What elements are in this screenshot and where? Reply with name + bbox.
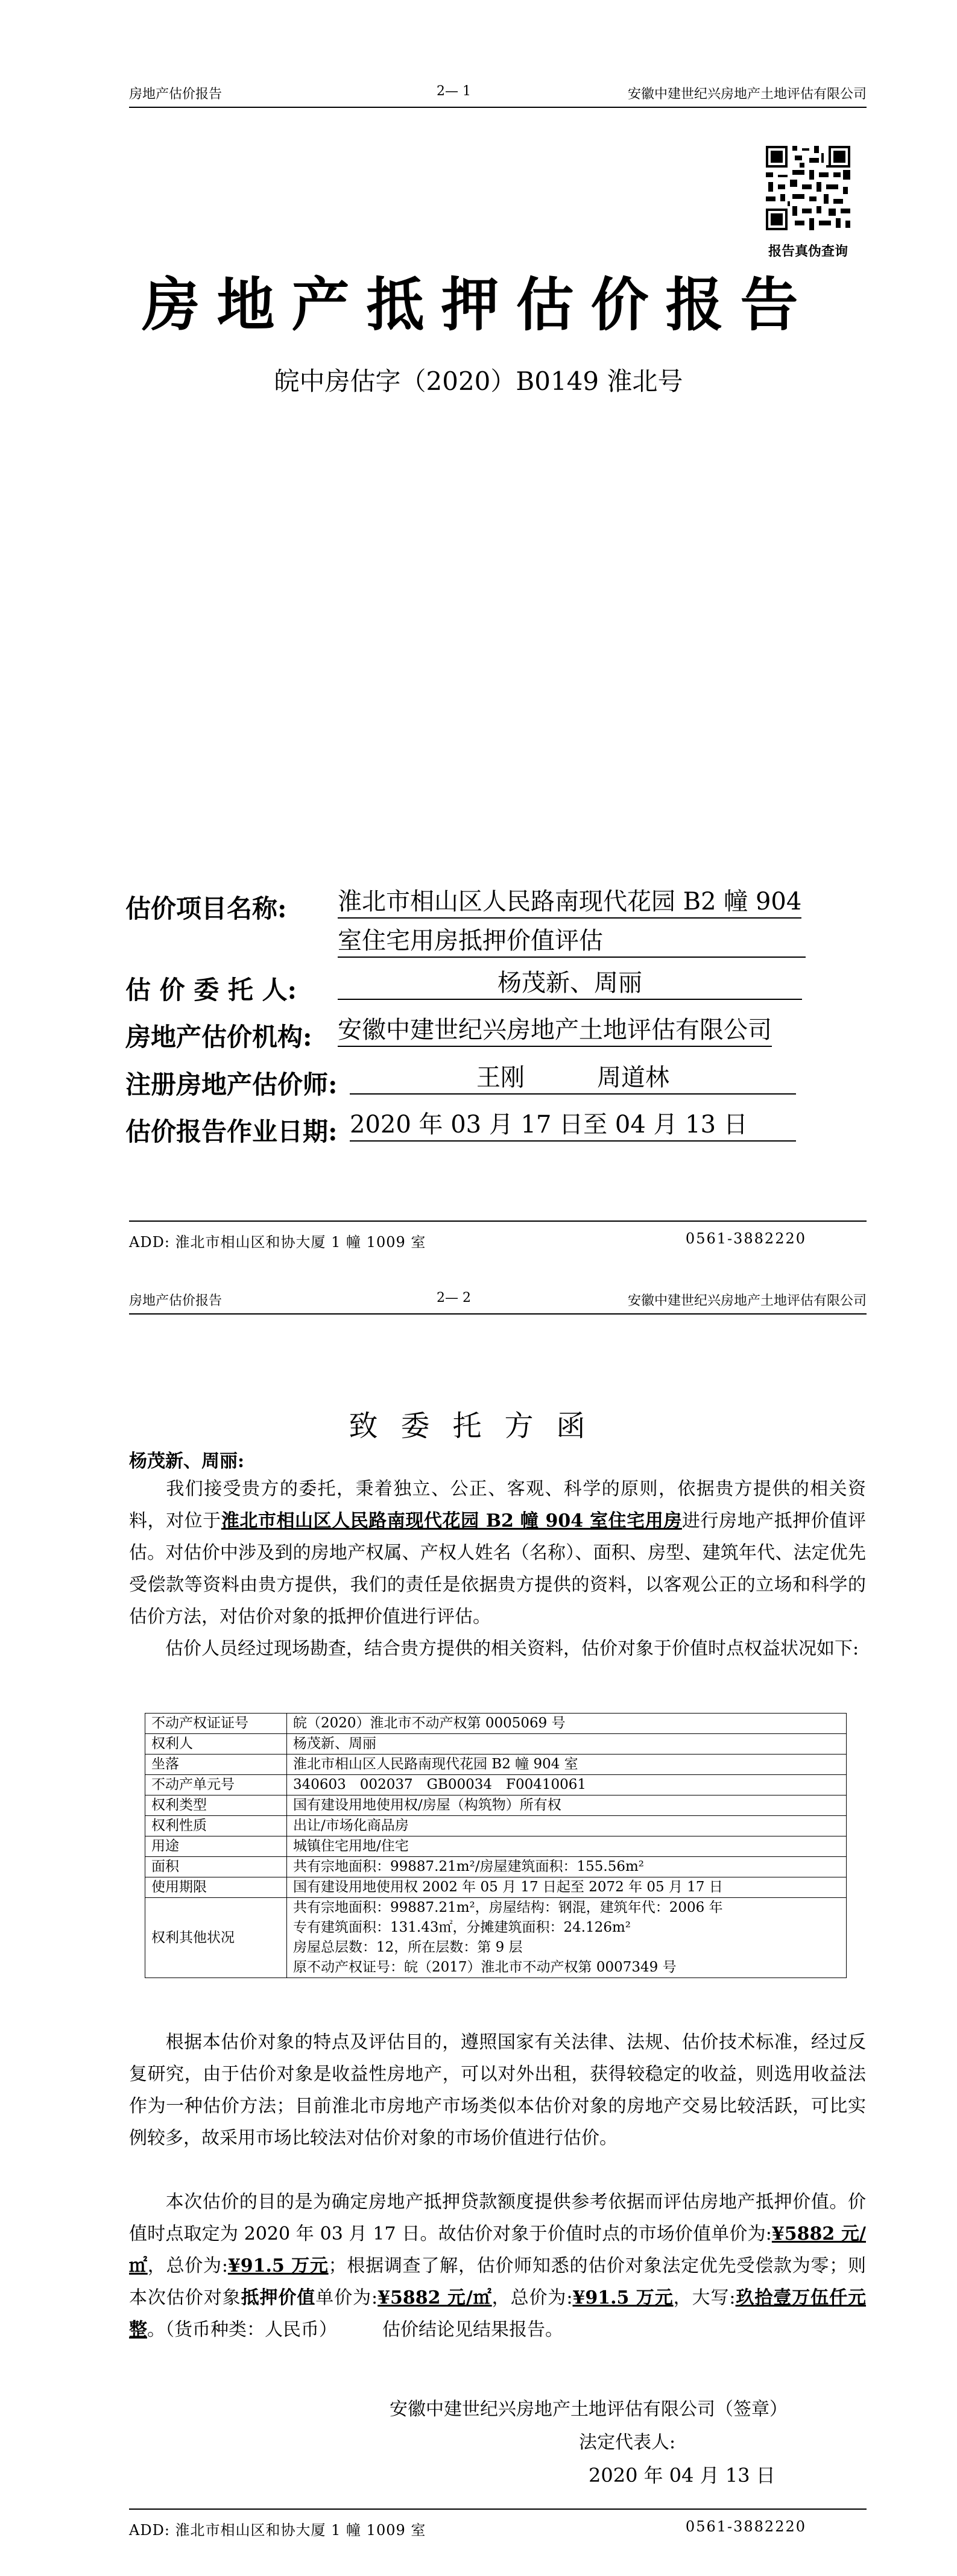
table-key: 不动产权证证号 <box>145 1714 287 1734</box>
qr-code-icon[interactable] <box>763 140 853 236</box>
info-value-client: 杨茂新、周丽 <box>338 967 802 1000</box>
footer-phone: 0561-3882220 <box>685 2518 806 2535</box>
conclusion-text-f: ，大写: <box>673 2287 736 2308</box>
intro-text-a: 我们接受贵方的委托，秉着独立、公正、客观、科学的原则，依据贵方提供的相关资料，对位于 <box>129 1478 866 1531</box>
table-value: 淮北市相山区人民路南现代花园 B2 幢 904 室 <box>287 1755 847 1775</box>
table-row <box>145 1898 847 1978</box>
conclusion-text-a: 本次估价的目的是为确定房地产抵押贷款额度提供参考依据而评估房地产抵押价值。价值时点取定为 2020 年 03 月 17 日。故估价对象于价值时点的市场价值单价为: <box>129 2191 866 2245</box>
salutation: 杨茂新、周丽: <box>129 1451 245 1472</box>
page-header <box>129 1288 867 1315</box>
intro-text-b: 进行房地产抵押价值评估。对估价中涉及到的房地产权属、产权人姓名（名称）、面积、房型、建筑年代、法定优先受偿款等资料由贵方提供，我们的责任是依据贵方提供的资料，以客观公正的立场和科学的估价方法，对估价对象的抵押价值进行评估。 <box>129 1510 866 1627</box>
other-status-line: 房屋总层数：12，所在层数：第 9 层 <box>293 1940 523 1955</box>
table-key: 权利性质 <box>145 1816 287 1836</box>
table-key: 使用期限 <box>145 1877 287 1898</box>
table-row <box>145 1877 847 1898</box>
info-label-work-date: 估价报告作业日期: <box>125 1117 338 1146</box>
info-label-agency: 房地产估价机构: <box>125 1022 312 1052</box>
page-header <box>129 81 867 108</box>
table-value: 城镇住宅用地/住宅 <box>287 1836 847 1857</box>
info-value-agency: 安徽中建世纪兴房地产土地评估有限公司 <box>338 1014 772 1047</box>
info-label-appraisers: 注册房地产估价师: <box>125 1070 338 1099</box>
table-row <box>145 1816 847 1836</box>
table-row <box>145 1734 847 1755</box>
table-value-multiline <box>287 1898 847 1978</box>
page-footer <box>129 1220 867 1251</box>
other-status-line: 原不动产权证号：皖（2017）淮北市不动产权第 0007349 号 <box>293 1959 677 1975</box>
table-value: 国有建设用地使用权/房屋（构筑物）所有权 <box>287 1795 847 1816</box>
conclusion-text-g: 。（货币种类：人民币） 估价结论见结果报告。 <box>147 2319 563 2340</box>
conclusion-text-e: ，总价为: <box>491 2287 573 2308</box>
header-page-number: 2— 2 <box>437 1290 471 1305</box>
info-value-appraisers: 王刚 周道林 <box>350 1062 796 1095</box>
info-label-project: 估价项目名称: <box>125 894 287 923</box>
table-value: 杨茂新、周丽 <box>287 1734 847 1755</box>
info-label-client: 估 价 委 托 人: <box>125 975 297 1005</box>
letter-date: 2020 年 04 月 13 日 <box>589 2464 775 2487</box>
mortgage-unit-price: ¥5882 元/㎡ <box>377 2287 492 2308</box>
page-footer <box>129 2508 867 2539</box>
table-row <box>145 1755 847 1775</box>
table-row <box>145 1714 847 1734</box>
info-value-project: 淮北市相山区人民路南现代花园 B2 幢 904 <box>338 886 801 919</box>
amount-in-words: 玖拾壹万伍仟元整 <box>129 2287 867 2340</box>
table-value: 皖（2020）淮北市不动产权第 0005069 号 <box>287 1714 847 1734</box>
paragraph-method <box>129 2026 866 2154</box>
table-key: 不动产单元号 <box>145 1775 287 1795</box>
mortgage-value-label: 抵押价值 <box>241 2287 316 2308</box>
conclusion-text-d: 单价为: <box>315 2287 378 2308</box>
method-text: 根据本估价对象的特点及评估目的，遵照国家有关法律、法规、估价技术标准，经过反复研究，由于估价对象是收益性房地产，可以对外出租，获得较稳定的收益，则选用收益法作为一种估价方法；目前淮北市房地产市场类似本估价对象的房地产交易比较活跃，可比实例较多，故采用市场比较法对估价对象的市场价值进行估价。 <box>129 2032 866 2149</box>
table-row <box>145 1795 847 1816</box>
mortgage-total-price: ¥91.5 万元 <box>572 2287 674 2308</box>
info-value-work-date: 2020 年 03 月 17 日至 04 月 13 日 <box>350 1109 796 1142</box>
market-unit-price: ¥5882 元/㎡ <box>129 2223 866 2276</box>
market-total-price: ¥91.5 万元 <box>227 2255 329 2276</box>
other-status-line: 专有建筑面积：131.43㎡，分摊建筑面积：24.126m² <box>293 1920 631 1935</box>
paragraph-conclusion <box>129 2186 866 2346</box>
header-left: 房地产估价报告 <box>129 1293 223 1308</box>
footer-phone: 0561-3882220 <box>685 1230 806 1247</box>
header-left: 房地产估价报告 <box>129 87 223 102</box>
table-key: 面积 <box>145 1857 287 1877</box>
letter-page <box>0 1288 957 2576</box>
table-row <box>145 1775 847 1795</box>
table-key: 权利类型 <box>145 1795 287 1816</box>
header-company: 安徽中建世纪兴房地产土地评估有限公司 <box>627 1293 867 1308</box>
company-signature: 安徽中建世纪兴房地产土地评估有限公司（签章） <box>390 2399 788 2420</box>
report-title: 房地产抵押估价报告 <box>142 271 815 339</box>
rights-table <box>145 1713 847 1978</box>
table-row <box>145 1836 847 1857</box>
letter-title: 致委托方函 <box>349 1409 608 1443</box>
table-key: 用途 <box>145 1836 287 1857</box>
conclusion-text-c: ；根据调查了解，估价师知悉的估价对象法定优先受偿款为零；则本次估价对象 <box>129 2255 867 2308</box>
table-key: 权利其他状况 <box>145 1898 287 1978</box>
other-status-line: 共有宗地面积：99887.21m²，房屋结构：钢混，建筑年代：2006 年 <box>293 1900 723 1915</box>
legal-representative: 法定代表人: <box>579 2432 676 2453</box>
table-value: 340603 002037 GB00034 F00410061 <box>287 1775 847 1795</box>
qr-caption: 报告真伪查询 <box>768 243 848 259</box>
table-value: 国有建设用地使用权 2002 年 05 月 17 日起至 2072 年 05 月 17 日 <box>287 1877 847 1898</box>
info-value-project-line2: 室住宅用房抵押价值评估 <box>338 925 806 958</box>
conclusion-text-b: ，总价为: <box>147 2255 228 2276</box>
footer-address: ADD: 淮北市相山区和协大厦 1 幢 1009 室 <box>129 2522 426 2539</box>
table-key: 坐落 <box>145 1755 287 1775</box>
table-value: 出让/市场化商品房 <box>287 1816 847 1836</box>
footer-address: ADD: 淮北市相山区和协大厦 1 幢 1009 室 <box>129 1234 426 1251</box>
report-number: 皖中房估字（2020）B0149 淮北号 <box>274 366 683 396</box>
survey-text: 估价人员经过现场勘查，结合贵方提供的相关资料，估价对象于价值时点权益状况如下: <box>165 1638 859 1659</box>
paragraph-intro <box>129 1473 866 1633</box>
paragraph-survey <box>129 1633 866 1665</box>
table-row <box>145 1857 847 1877</box>
property-address: 淮北市相山区人民路南现代花园 B2 幢 904 室住宅用房 <box>221 1510 682 1531</box>
header-page-number: 2— 1 <box>437 84 471 99</box>
table-key: 权利人 <box>145 1734 287 1755</box>
header-company: 安徽中建世纪兴房地产土地评估有限公司 <box>627 87 867 102</box>
table-value: 共有宗地面积：99887.21m²/房屋建筑面积：155.56m² <box>287 1857 847 1877</box>
